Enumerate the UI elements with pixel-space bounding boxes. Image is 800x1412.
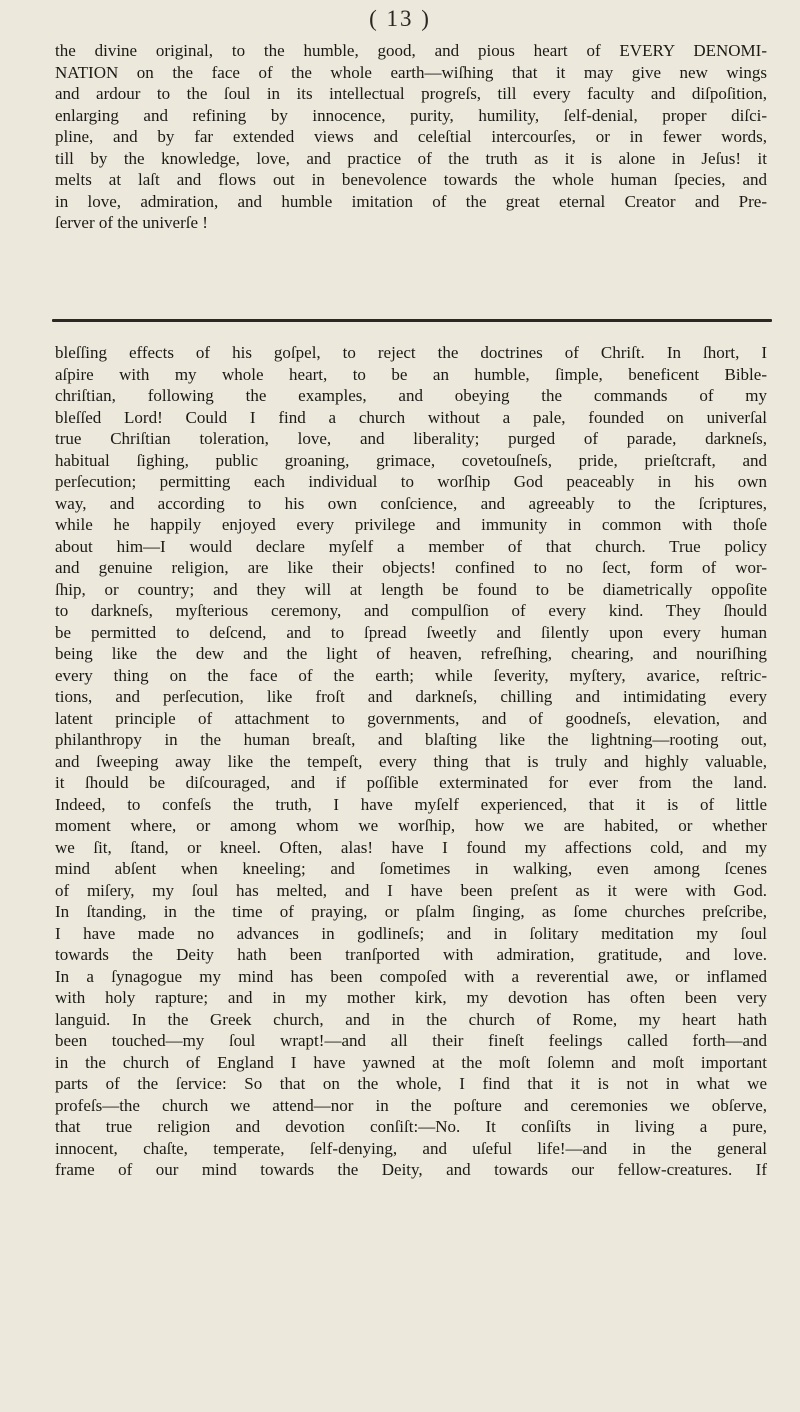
text-line: bleſſed Lord! Could I find a church without a pale, founded on univerſal (55, 407, 767, 427)
text-line: philanthropy in the human breaſt, and blaſting like the lightning—rooting out, (55, 730, 767, 749)
text-line: enlarging and refining by innocence, purity, humility, ſelf-denial, proper diſci- (55, 105, 767, 125)
text-line: being like the dew and the light of heaven, refreſhing, chearing, and nouriſhing (55, 644, 767, 663)
text-line: pline, and by far extended views and celeſtial intercourſes, or in fewer words, (55, 127, 767, 146)
text-line: in love, admiration, and humble imitation of the great eternal Creator and Pre- (55, 191, 767, 211)
text-line: been touched—my ſoul wrapt!—and all their fineſt feelings called forth—and (55, 1031, 767, 1050)
text-line: and genuine religion, are like their objects! confined to no ſect, form of wor- (55, 558, 767, 577)
text-line: true Chriſtian toleration, love, and liberality; purged of parade, darkneſs, (55, 429, 767, 448)
section-divider (52, 319, 772, 322)
text-line: innocent, chaſte, temperate, ſelf-denying, and uſeful life!—and in the general (55, 1138, 767, 1158)
text-line: about him—I would declare myſelf a member of that church. True policy (55, 536, 767, 556)
text-line: bleſſing effects of his goſpel, to reject the doctrines of Chriſt. In ſhort, I (55, 343, 767, 362)
text-line: mind abſent when kneeling; and ſometimes in walking, even among ſcenes (55, 859, 767, 878)
text-line: with holy rapture; and in my mother kirk, my devotion has often been very (55, 988, 767, 1007)
paragraph-main (55, 342, 767, 1181)
paragraph-top (55, 40, 767, 234)
text-line: parts of the ſervice: So that on the whole, I find that it is not in what we (55, 1074, 767, 1093)
text-line: languid. In the Greek church, and in the church of Rome, my heart hath (55, 1009, 767, 1029)
text-line: till by the knowledge, love, and practice of the truth as it is alone in Jeſus! it (55, 148, 767, 168)
text-line: melts at laſt and flows out in benevolence towards the whole human ſpecies, and (55, 170, 767, 189)
text-line: that true religion and devotion conſiſt:—No. It conſiſts in living a pure, (55, 1117, 767, 1136)
text-line: of miſery, my ſoul has melted, and I have been preſent as it were with God. (55, 880, 767, 900)
text-line: habitual ſighing, public groaning, grimace, covetouſneſs, pride, prieſtcraft, and (55, 450, 767, 470)
text-line: chriſtian, following the examples, and obeying the commands of my (55, 386, 767, 405)
text-line: In ſtanding, in the time of praying, or pſalm ſinging, as ſome churches preſcribe, (55, 902, 767, 921)
text-line: perſecution; permitting each individual to worſhip God peaceably in his own (55, 472, 767, 491)
text-line: the divine original, to the humble, good, and pious heart of EVERY DENOMI- (55, 41, 767, 60)
text-line: NATION on the face of the whole earth—wiſhing that it may give new wings (55, 62, 767, 82)
text-line: and ardour to the ſoul in its intellectual progreſs, till every faculty and diſpoſition, (55, 84, 767, 103)
text-line: towards the Deity hath been tranſported with admiration, gratitude, and love. (55, 945, 767, 964)
text-line: way, and according to his own conſcience, and agreeably to the ſcriptures, (55, 493, 767, 513)
text-line: ſhip, or country; and they will at length be found to be diametrically oppoſite (55, 579, 767, 599)
text-line: In a ſynagogue my mind has been compoſed with a reverential awe, or inflamed (55, 966, 767, 986)
text-line: while he happily enjoyed every privilege and immunity in common with thoſe (55, 515, 767, 534)
text-line: to darkneſs, myſterious ceremony, and compulſion of every kind. They ſhould (55, 601, 767, 620)
text-line: tions, and perſecution, like froſt and darkneſs, chilling and intimidating every (55, 687, 767, 706)
text-line: in the church of England I have yawned at the moſt ſolemn and moſt important (55, 1052, 767, 1072)
text-line: ſerver of the univerſe ! (55, 213, 208, 232)
text-line: aſpire with my whole heart, to be an humble, ſimple, beneficent Bible- (55, 364, 767, 384)
text-line: every thing on the face of the earth; while ſeverity, myſtery, avarice, reſtric- (55, 665, 767, 685)
text-line: frame of our mind towards the Deity, and towards our fellow-creatures. If (55, 1160, 767, 1179)
page-number: ( 13 ) (369, 6, 431, 31)
text-line: I have made no advances in godlineſs; and in ſolitary meditation my ſoul (55, 923, 767, 943)
text-line: Indeed, to confeſs the truth, I have myſelf experienced, that it is of little (55, 794, 767, 814)
text-line: and ſweeping away like the tempeſt, every thing that is truly and highly valuable, (55, 751, 767, 771)
text-line: be permitted to deſcend, and to ſpread ſweetly and ſilently upon every human (55, 622, 767, 642)
text-line: profeſs—the church we attend—nor in the poſture and ceremonies we obſerve, (55, 1095, 767, 1115)
text-line: moment where, or among whom we worſhip, how we are habited, or whether (55, 816, 767, 835)
text-line: we ſit, ſtand, or kneel. Often, alas! have I found my affections cold, and my (55, 837, 767, 857)
text-line: it ſhould be diſcouraged, and if poſſible exterminated for ever from the land. (55, 773, 767, 792)
text-line: latent principle of attachment to governments, and of goodneſs, elevation, and (55, 708, 767, 728)
